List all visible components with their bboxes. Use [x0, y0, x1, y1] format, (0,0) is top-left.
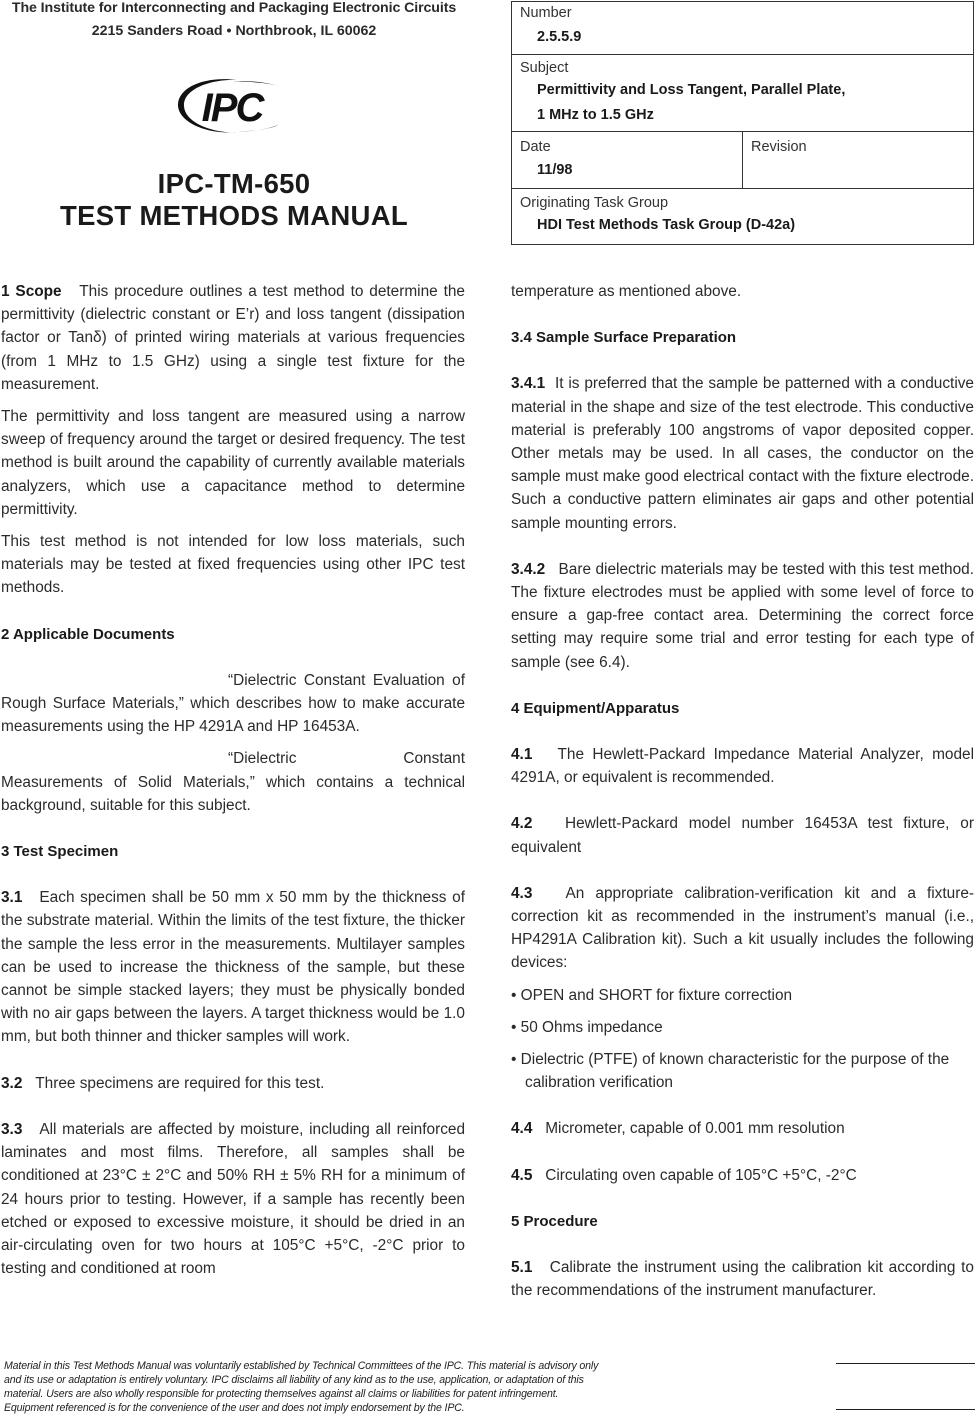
bullet-item: • 50 Ohms impedance — [511, 1018, 663, 1036]
footer-rule-top — [836, 1363, 975, 1364]
number-row — [512, 2, 973, 55]
date-revision-row — [512, 132, 973, 189]
paragraph-4-2: 4.2 Hewlett-Packard model number 16453A test fixture, or equivalent — [511, 815, 974, 856]
paragraph-3-4-1: 3.4.1 It is preferred that the sample be patterned with a conductive material in the shape and size of the test electrode. This conductive material is preferably 100 angstroms of vapor deposited copper. Other metals may be used. In all cases, the conductor on the sample must make good electrical contact with the fixture electrode. Such a conductive pattern eliminates air gaps and other potential sample mounting errors. — [511, 375, 974, 532]
revision-label: Revision — [751, 139, 807, 155]
footer-rule-bottom — [836, 1409, 975, 1410]
paragraph-5-1: 5.1 Calibrate the instrument using the calibration kit according to the recommendations of the instrument manufacturer. — [511, 1259, 974, 1300]
paragraph-3-3-continued: temperature as mentioned above. — [511, 283, 742, 300]
right-column — [511, 280, 974, 1303]
paragraph-3-3: 3.3 All materials are affected by moisture, including all reinforced laminates and most films. Therefore, all samples shall be conditioned at 23°C ± 2°C and 50% RH ± 5% RH for a minimum of 24 hours prior to testing. However, if a sample has recently been etched or exposed to excessive moisture, it should be dried in an air-circulating oven for two hours at 105°C +5°C, -2°C prior to testing and conditioned at room — [1, 1120, 466, 1278]
paragraph-4-3: 4.3 An appropriate calibration-verification kit and a fixture-correction kit as recommended in the instrument’s manual (i.e., HP4291A Calibration kit). Such a kit usually includes the following devices: — [511, 884, 975, 972]
footer-disclaimer: Material in this Test Methods Manual was voluntarily established by Technical Committees of the IPC. This material is advisory only and its use or adaptation is entirely voluntary. IPC disclaims all liability of any kind as to the use, application, or adaptation of this material. Users are also wholly responsible for protecting themselves against all claims or liabilities for patent infringement. Equipment referenced is for the convenience of the user and does not imply endorsement by the IPC. — [4, 1360, 599, 1414]
date-cell — [512, 132, 743, 188]
paragraph-4-1: 4.1 The Hewlett-Packard Impedance Material Analyzer, model 4291A, or equivalent is recommended. — [511, 746, 974, 787]
paragraph-3-4-2: 3.4.2 Bare dielectric materials may be tested with this test method. The fixture electrodes must be applied with some level of force to ensure a gap-free contact area. Determining the correct force setting may require some trial and error testing for each type of sample (see 6.4). — [511, 560, 975, 671]
bullet-item: • OPEN and SHORT for fixture correction — [511, 986, 793, 1004]
section-3-heading: 3 Test Specimen — [1, 843, 119, 861]
subject-line2: 1 MHz to 1.5 GHz — [537, 107, 654, 123]
document-header — [0, 0, 468, 41]
paragraph-4-4: 4.4 Micrometer, capable of 0.001 mm resolution — [511, 1120, 845, 1138]
paragraph-4-5: 4.5 Circulating oven capable of 105°C +5°C, -2°C — [511, 1166, 857, 1184]
document-info-box — [511, 1, 974, 245]
section-4-heading: 4 Equipment/Apparatus — [511, 699, 680, 717]
institute-address: 2215 Sanders Road • Northbrook, IL 60062 — [91, 23, 377, 39]
revision-cell — [743, 132, 807, 188]
applicable-doc-2: “Dielectric Constant Measurements of Solid Materials,” which contains a technical background, suitable for this subject. — [1, 750, 465, 814]
svg-text:IPC: IPC — [201, 86, 263, 130]
section-5-heading: 5 Procedure — [511, 1212, 598, 1230]
date-value: 11/98 — [537, 162, 573, 178]
task-group-value: HDI Test Methods Task Group (D-42a) — [537, 217, 796, 233]
left-column — [1, 280, 465, 1280]
scope-paragraph-3: This test method is not intended for low loss materials, such materials may be tested at fixed frequencies using other IPC test methods. — [1, 533, 465, 597]
section-3-4-heading: 3.4 Sample Surface Preparation — [511, 329, 737, 347]
subject-row — [512, 55, 973, 132]
bullet-item: • Dielectric (PTFE) of known characteristic for the purpose of the calibration verification — [511, 1051, 950, 1092]
ipc-logo-icon — [175, 77, 283, 135]
scope-paragraph-2: The permittivity and loss tangent are measured using a narrow sweep of frequency around the target or desired frequency. The test method is built around the capability of currently available materials analyzers, which use a capacitance method to determine permittivity. — [1, 408, 465, 518]
number-value: 2.5.5.9 — [537, 29, 582, 45]
manual-title-line2: TEST METHODS MANUAL — [60, 200, 408, 231]
task-group-label: Originating Task Group — [520, 195, 669, 211]
subject-line1: Permittivity and Loss Tangent, Parallel Plate, — [537, 82, 846, 98]
section-2-heading: 2 Applicable Documents — [1, 625, 175, 643]
paragraph-3-1: 3.1 Each specimen shall be 50 mm x 50 mm by the thickness of the substrate material. Within the limits of the test fixture, the thicker the sample the less error in the measurements. Multilayer samples can be used to increase the thickness of the sample, but these cannot be simple stacked layers; they must be physically bonded with no air gaps between the layers. A target thickness would be 1.0 mm, but both thinner and thicker samples will work. — [1, 889, 466, 1046]
paragraph-3-2: 3.2 Three specimens are required for this test. — [1, 1074, 325, 1092]
task-group-row — [512, 189, 973, 245]
number-label: Number — [520, 5, 572, 21]
subject-label: Subject — [520, 60, 569, 76]
scope-heading: 1 Scope — [1, 283, 62, 300]
institute-name: The Institute for Interconnecting and Packaging Electronic Circuits — [11, 0, 457, 16]
manual-title-line1: IPC-TM-650 — [157, 168, 311, 199]
manual-title — [0, 168, 468, 232]
scope-paragraph: 1 Scope This procedure outlines a test method to determine the permittivity (dielectric constant or E’r) and loss tangent (dissipation factor or Tanδ) of printed wiring materials at various frequencies (from 1 MHz to 1.5 GHz) using a single test fixture for the measurement. — [1, 283, 465, 393]
applicable-doc-1: “Dielectric Constant Evaluation of Rough Surface Materials,” which describes how to make accurate measurements using the HP 4291A and HP 16453A. — [1, 671, 465, 736]
date-label: Date — [520, 139, 551, 155]
